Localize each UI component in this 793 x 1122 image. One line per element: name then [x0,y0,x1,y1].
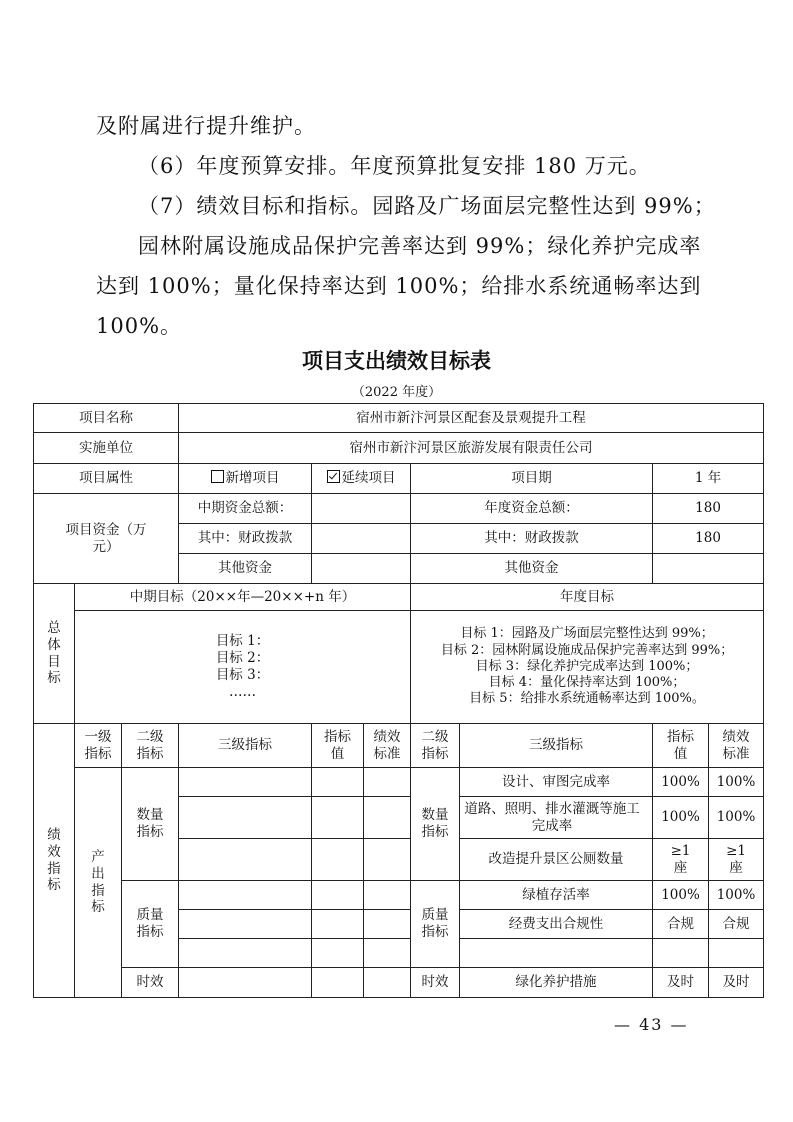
mid-other-label: 其他资金 [179,554,312,584]
table-row [34,768,764,797]
table-row [34,494,764,524]
indicator-standard: ≥1 座 [709,839,764,881]
indicator-name: 绿植存活率 [460,881,653,910]
indicator-standard: 合规 [709,910,764,939]
mid-total-value [312,494,411,524]
indicator-name: 道路、照明、排水灌溉等施工完成率 [460,797,653,839]
paragraph-2: （6）年度预算安排。年度预算批复安排 180 万元。 [138,154,651,178]
performance-target-table [33,403,764,998]
indicator-name: 经费支出合规性 [460,910,653,939]
quality-label-right: 质量指标 [411,881,460,968]
quantity-label-left: 数量指标 [122,768,179,881]
paragraph-6: 100%。 [96,314,183,338]
header-level3-left: 三级指标 [179,724,312,768]
list-item: 目标 3：绿化养护完成率达到 100%； [475,658,699,674]
attr-continue-text: 延续项目 [341,470,396,487]
page-number: — 43 — [614,1015,689,1034]
list-item: …… [229,683,256,700]
year-total-label: 年度资金总额： [411,494,653,524]
project-name-value: 宿州市新汴河景区配套及景观提升工程 [179,404,764,433]
indicator-name [460,939,653,968]
indicator-standard: 100% [709,768,764,797]
list-item: 目标 1：园路及广场面层完整性达到 99%； [460,626,714,642]
table-row [34,881,764,910]
mid-fiscal-label: 其中：财政拨款 [179,524,312,554]
year-fiscal-label: 其中：财政拨款 [411,524,653,554]
list-item: 目标 4：量化保持率达到 100%； [488,675,686,691]
unit-value: 宿州市新汴河景区旅游发展有限责任公司 [179,433,764,464]
indicator-name: 设计、审图完成率 [460,768,653,797]
table-row [34,433,764,464]
header-level2-left: 二级指标 [122,724,179,768]
table-row [34,611,764,724]
indicator-value: 100% [653,797,709,839]
mid-goal-list [75,611,411,724]
table-title: 项目支出绩效目标表 [302,349,491,373]
header-value-right: 指标值 [653,724,709,768]
indicator-name: 绿化养护措施 [460,968,653,998]
list-item: 目标 5：给排水系统通畅率达到 100%。 [469,691,705,707]
indicator-value: 100% [653,881,709,910]
mid-other-value [312,554,411,584]
list-item: 目标 2： [215,650,270,667]
timeliness-label-right: 时效 [411,968,460,998]
unit-label: 实施单位 [34,433,179,464]
checkbox-unchecked-icon [211,470,224,483]
timeliness-label-left: 时效 [122,968,179,998]
fund-label: 项目资金（万元） [34,494,179,584]
table-row [34,404,764,433]
quantity-label-right: 数量指标 [411,768,460,881]
indicator-standard: 100% [709,881,764,910]
table-row [34,584,764,611]
header-standard-left: 绩效标准 [364,724,411,768]
year-total-value: 180 [653,494,764,524]
paragraph-5: 达到 100%；量化保持率达到 100%；给排水系统通畅率达到 [96,274,702,298]
attr-label: 项目属性 [34,464,179,494]
list-item: 目标 3： [215,667,270,683]
header-level1: 一级指标 [75,724,122,768]
indicator-value: 及时 [653,968,709,998]
mid-goal-header: 中期目标（20××年—20××+n 年） [75,584,411,611]
year-goal-list [411,611,764,724]
year-fiscal-value: 180 [653,524,764,554]
list-item: 目标 2：园林附属设施成品保护完善率达到 99%； [440,642,734,658]
checkbox-checked-icon [327,470,340,483]
attr-new-cell [179,464,312,494]
indicator-value: ≥1 座 [653,839,709,881]
project-name-label: 项目名称 [34,404,179,433]
indicator-standard: 100% [709,797,764,839]
table-year: （2022 年度） [351,385,442,400]
mid-fiscal-value [312,524,411,554]
mid-total-label: 中期资金总额： [179,494,312,524]
attr-new-text: 新增项目 [225,470,280,487]
period-label: 项目期 [411,464,653,494]
header-standard-right: 绩效标准 [709,724,764,768]
year-other-value [653,554,764,584]
indicator-name: 改造提升景区公厕数量 [460,839,653,881]
output-indicator-label: 产 出 指 标 [75,768,122,998]
table-row [34,724,764,768]
indicator-standard: 及时 [709,968,764,998]
period-value: 1 年 [653,464,764,494]
paragraph-1: 及附属进行提升维护。 [96,114,316,138]
table-row [34,968,764,998]
list-item: 目标 1： [215,633,270,650]
header-level3-right: 三级指标 [460,724,653,768]
header-level2-right: 二级指标 [411,724,460,768]
indicator-standard [709,939,764,968]
overall-goal-label: 总 体 目 标 [34,584,75,724]
indicator-value: 100% [653,768,709,797]
indicator-value: 合规 [653,910,709,939]
year-goal-header: 年度目标 [411,584,764,611]
header-value-left: 指标值 [312,724,364,768]
table-row [34,464,764,494]
attr-continue-cell [312,464,411,494]
quality-label-left: 质量指标 [122,881,179,968]
indicator-value [653,939,709,968]
paragraph-3: （7）绩效目标和指标。园路及广场面层完整性达到 99%； [138,194,716,218]
year-other-label: 其他资金 [411,554,653,584]
paragraph-4: 园林附属设施成品保护完善率达到 99%；绿化养护完成率 [138,234,702,258]
perf-indicator-label: 绩 效 指 标 [34,724,75,998]
